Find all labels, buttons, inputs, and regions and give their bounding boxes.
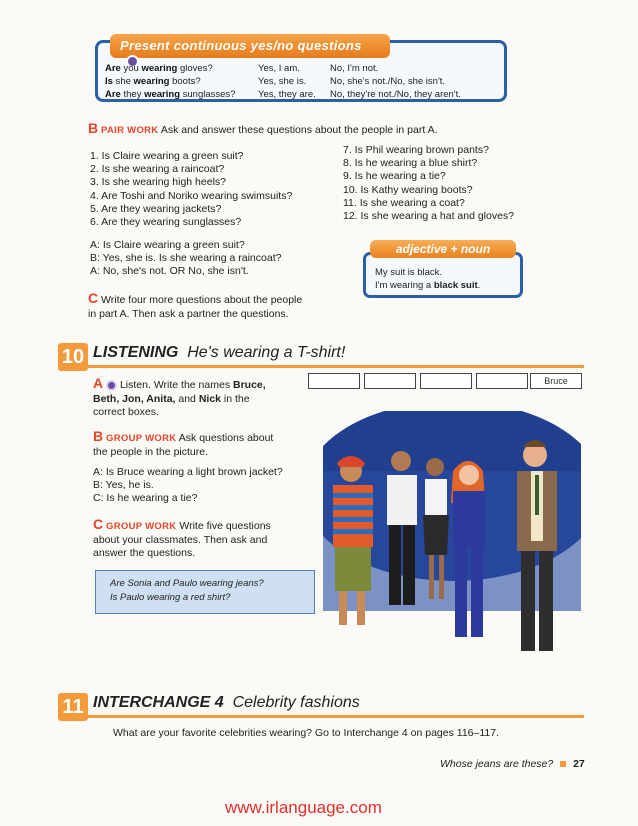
yes-answer: Yes, I am.	[258, 63, 300, 74]
listening-part-b: B GROUP WORK Ask questions about the people in the picture.	[93, 428, 274, 458]
running-footer: Whose jeans are these? 27	[440, 758, 585, 770]
no-answer: No, I'm not.	[330, 63, 379, 74]
dialog-line: C: Is he wearing a tie?	[93, 492, 198, 505]
listening-part-a: A Listen. Write the names Bruce, Beth, Jon, Anita, and Nick in the correct boxes.	[93, 375, 266, 418]
question-item: 12. Is she wearing a hat and gloves?	[343, 210, 515, 223]
section-divider	[88, 365, 584, 368]
grammar-question: Is she wearing boots?	[105, 76, 201, 87]
question-item: 2. Is she wearing a raincoat?	[90, 163, 225, 176]
question-item: 5. Are they wearing jackets?	[90, 202, 222, 215]
party-illustration	[323, 411, 581, 673]
listening-part-c: C GROUP WORK Write five questions about your classmates. Then ask and answer the questions.	[93, 516, 271, 559]
question-item: 4. Are Toshi and Noriko wearing swimsuits?	[90, 189, 293, 202]
no-answer: No, she's not./No, she isn't.	[330, 76, 446, 87]
no-answer: No, they're not./No, they aren't.	[330, 89, 461, 100]
section-title-listening: LISTENING He's wearing a T-shirt!	[93, 344, 346, 361]
person-jacket	[517, 440, 557, 651]
section-title-interchange: INTERCHANGE 4 Celebrity fashions	[93, 694, 360, 711]
section-number-badge: 11	[58, 693, 88, 721]
question-item: 7. Is Phil wearing brown pants?	[343, 144, 489, 156]
yes-answer: Yes, they are.	[258, 89, 316, 100]
grammar-question: Are you wearing gloves?	[105, 63, 213, 74]
question-item: 8. Is he wearing a blue shirt?	[343, 157, 478, 170]
question-item: 1. Is Claire wearing a green suit?	[90, 150, 244, 162]
watermark: www.irlanguage.com	[225, 798, 382, 817]
answer-box[interactable]	[308, 373, 360, 389]
yes-answer: Yes, she is.	[258, 76, 307, 87]
answer-box[interactable]	[420, 373, 472, 389]
question-item: 10. Is Kathy wearing boots?	[343, 183, 473, 196]
section-number-badge: 10	[58, 343, 88, 371]
dialog-line: A: Is Bruce wearing a light brown jacket?	[93, 466, 283, 478]
adjective-noun-examples: My suit is black. I'm wearing a black suit.	[375, 267, 481, 291]
dialog-line: A: Is Claire wearing a green suit?	[90, 239, 245, 251]
answer-box[interactable]: Bruce	[530, 373, 582, 389]
part-c: C Write four more questions about the people in part A. Then ask a partner the questions.	[88, 290, 303, 320]
section-divider	[88, 715, 584, 718]
answer-box[interactable]	[476, 373, 528, 389]
part-b-questions-left	[90, 150, 292, 229]
answer-box[interactable]	[364, 373, 416, 389]
adjective-noun-title: adjective + noun	[370, 240, 516, 258]
example-questions-box: Are Sonia and Paulo wearing jeans? Is Paulo wearing a red shirt?	[95, 570, 315, 614]
dialog-line: B: Yes, she is. Is she wearing a raincoat?	[90, 252, 282, 265]
interchange-text: What are your favorite celebrities wearing? Go to Interchange 4 on pages 116–117.	[113, 727, 500, 739]
part-b-heading: B PAIR WORK Ask and answer these questions about the people in part A.	[88, 120, 438, 136]
question-item: 9. Is he wearing a tie?	[343, 170, 446, 183]
question-item: 11. Is she wearing a coat?	[343, 196, 465, 209]
dialog-line: B: Yes, he is.	[93, 479, 154, 492]
part-b-dialog	[90, 239, 281, 279]
grammar-title: Present continuous yes/no questions	[110, 34, 390, 58]
audio-icon[interactable]	[106, 380, 117, 391]
question-item: 6. Are they wearing sunglasses?	[90, 216, 242, 229]
bullet-icon	[560, 761, 566, 767]
grammar-no-answers	[330, 62, 461, 101]
grammar-yes-answers	[258, 62, 316, 101]
part-b-questions-right	[343, 144, 514, 223]
question-item: 3. Is she wearing high heels?	[90, 176, 227, 189]
grammar-questions	[105, 62, 235, 101]
grammar-question: Are they wearing sunglasses?	[105, 89, 236, 100]
listening-b-dialog	[93, 466, 283, 506]
dialog-line: A: No, she's not. OR No, she isn't.	[90, 265, 249, 278]
page-number: 27	[573, 758, 585, 770]
